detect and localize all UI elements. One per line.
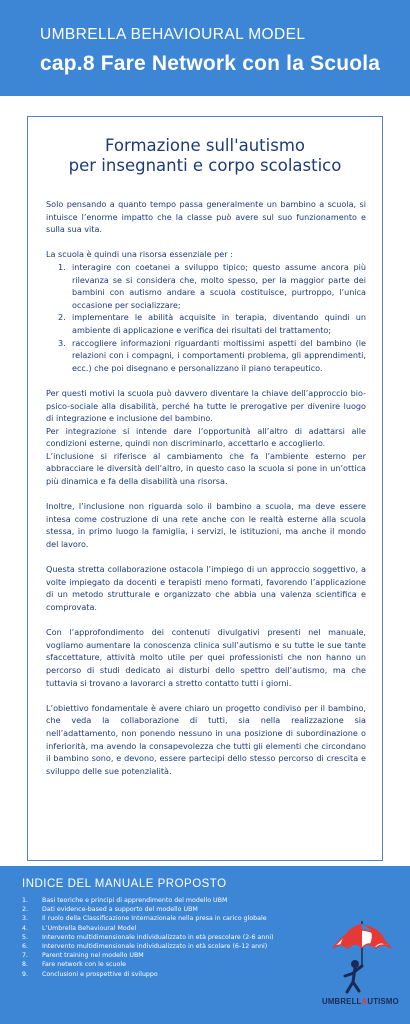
paragraph: Solo pensando a quanto tempo passa generalmente un bambino a scuola, si intuisce l’enorme impatto che la classe può avere sul suo funzionamento e sulla sua vita. [46, 199, 366, 235]
index-item: 3. Il ruolo della Classificazione Internazionale nella presa in carico globale [22, 915, 267, 923]
index-item: 6. Intervento multidimensionale individualizzato in età scolare (6-12 anni) [22, 943, 268, 951]
index-item: 5. Intervento multidimensionale individualizzato in età prescolare (2-6 anni) [22, 933, 274, 941]
title-line-2: per insegnanti e corpo scolastico [68, 156, 342, 175]
resource-list [58, 261, 366, 374]
index-item: 2. Dati evidence-based a supporto del modello UBM [22, 906, 198, 914]
index-heading: INDICE DEL MANUALE PROPOSTO [22, 878, 227, 890]
paragraph: L’obiettivo fondamentale è avere chiaro un progetto condiviso per il bambino, che veda la collaborazione di tutti, sia nella realizzazione sia nell’adattamento, non ponendo nessuno in una posizione di subordinazione o inferiorità, ma avendo la consapevolezza che tutti gli elementi che circondano il bambino sono, e devono, essere partecipi dello stesso percorso di crescita e sviluppo delle sue potenzialità. [46, 702, 366, 776]
index-item: 4. L’Umbrella Behavioural Model [22, 924, 137, 932]
index-item: 7. Parent training nel modello UBM [22, 952, 144, 960]
umbrella-logo-icon [325, 920, 397, 1000]
brand-logo-text: UMBRELLAUTISMO [322, 997, 399, 1006]
paragraph: Con l’approfondimento dei contenuti divulgativi presenti nel manuale, vogliamo aumentare la conoscenza clinica sull’autismo e su tutte le sue tante sfaccettature, attività molto utile per quei professionisti che non hanno un percorso di studi dedicato ai disturbi dello spettro dell’autismo, ma che tuttavia si trovano a lavorarci a stretto contatto tutti i giorni. [46, 627, 366, 688]
title-line-1: Formazione sull'autismo [104, 136, 305, 155]
document-sheet [0, 96, 410, 866]
chapter-title: cap.8 Fare Network con la Scuola [40, 52, 381, 75]
paragraph: Per questi motivi la scuola può davvero diventare la chiave dell’approccio bio-psico-sociale alla disabilità, perché ha tutte le prerogative per divenire luogo di integrazione e inclusione del bambino. [46, 387, 366, 424]
paragraph: Inoltre, l’inclusione non riguarda solo il bambino a scuola, ma deve essere intesa come costruzione di una rete anche con le realtà esterne alla scuola stessa, in primo luogo la famiglia, i servizi, le istituzioni, ma anche il mondo del lavoro. [46, 501, 366, 550]
index-list [22, 896, 322, 979]
list-item: 3. raccogliere informazioni riguardanti moltissimi aspetti del bambino (le relazioni con i compagni, i comportamenti problema, gli apprendimenti, ecc.) che poi disegnano e personalizzano il piano terapeutico. [58, 337, 366, 373]
list-item: 1. interagire con coetanei a sviluppo tipico; questo assume ancora più rilevanza se si considera che, molto spesso, per la maggior parte dei bambini con autismo andare a scuola costituisce, purtroppo, l’unica occasione per socializzare; [58, 261, 366, 310]
paragraph: Questa stretta collaborazione ostacola l’impiego di un approccio soggettivo, a volte impiegato da docenti e terapisti meno formati, favorendo l’applicazione di un metodo strutturale e organizzato che abbia una valenza scientifica e comprovata. [46, 564, 366, 612]
header-banner [0, 0, 410, 96]
index-item: 8. Fare network con le scuole [22, 961, 126, 969]
index-item: 9. Conclusioni e prospettive di sviluppo [22, 970, 158, 978]
list-item: 2. implementare le abilità acquisite in terapia, diventando quindi un ambiente di applicazione e verifica dei risultati del trattamento; [58, 312, 366, 335]
document-body [46, 198, 366, 777]
list-intro: La scuola è quindi una risorsa essenziale per : [46, 249, 233, 260]
document-title [30, 136, 380, 176]
paragraph: Per integrazione si intende dare l’opportunità all’altro di adattarsi alle condizioni esterne, quindi non discriminarlo, accettarlo e accoglierlo. [46, 425, 366, 449]
series-title: UMBRELLA BEHAVIOURAL MODEL [40, 26, 306, 43]
paragraph: L’inclusione si riferisce al cambiamento che fa l’ambiente esterno per abbracciare le diversità dell’altro, in questo caso la scuola si pone in un’ottica più dinamica e fa della disabilità una risorsa. [46, 450, 366, 487]
index-item: 1. Basi teoriche e principi di apprendimento del modello UBM [22, 897, 228, 904]
